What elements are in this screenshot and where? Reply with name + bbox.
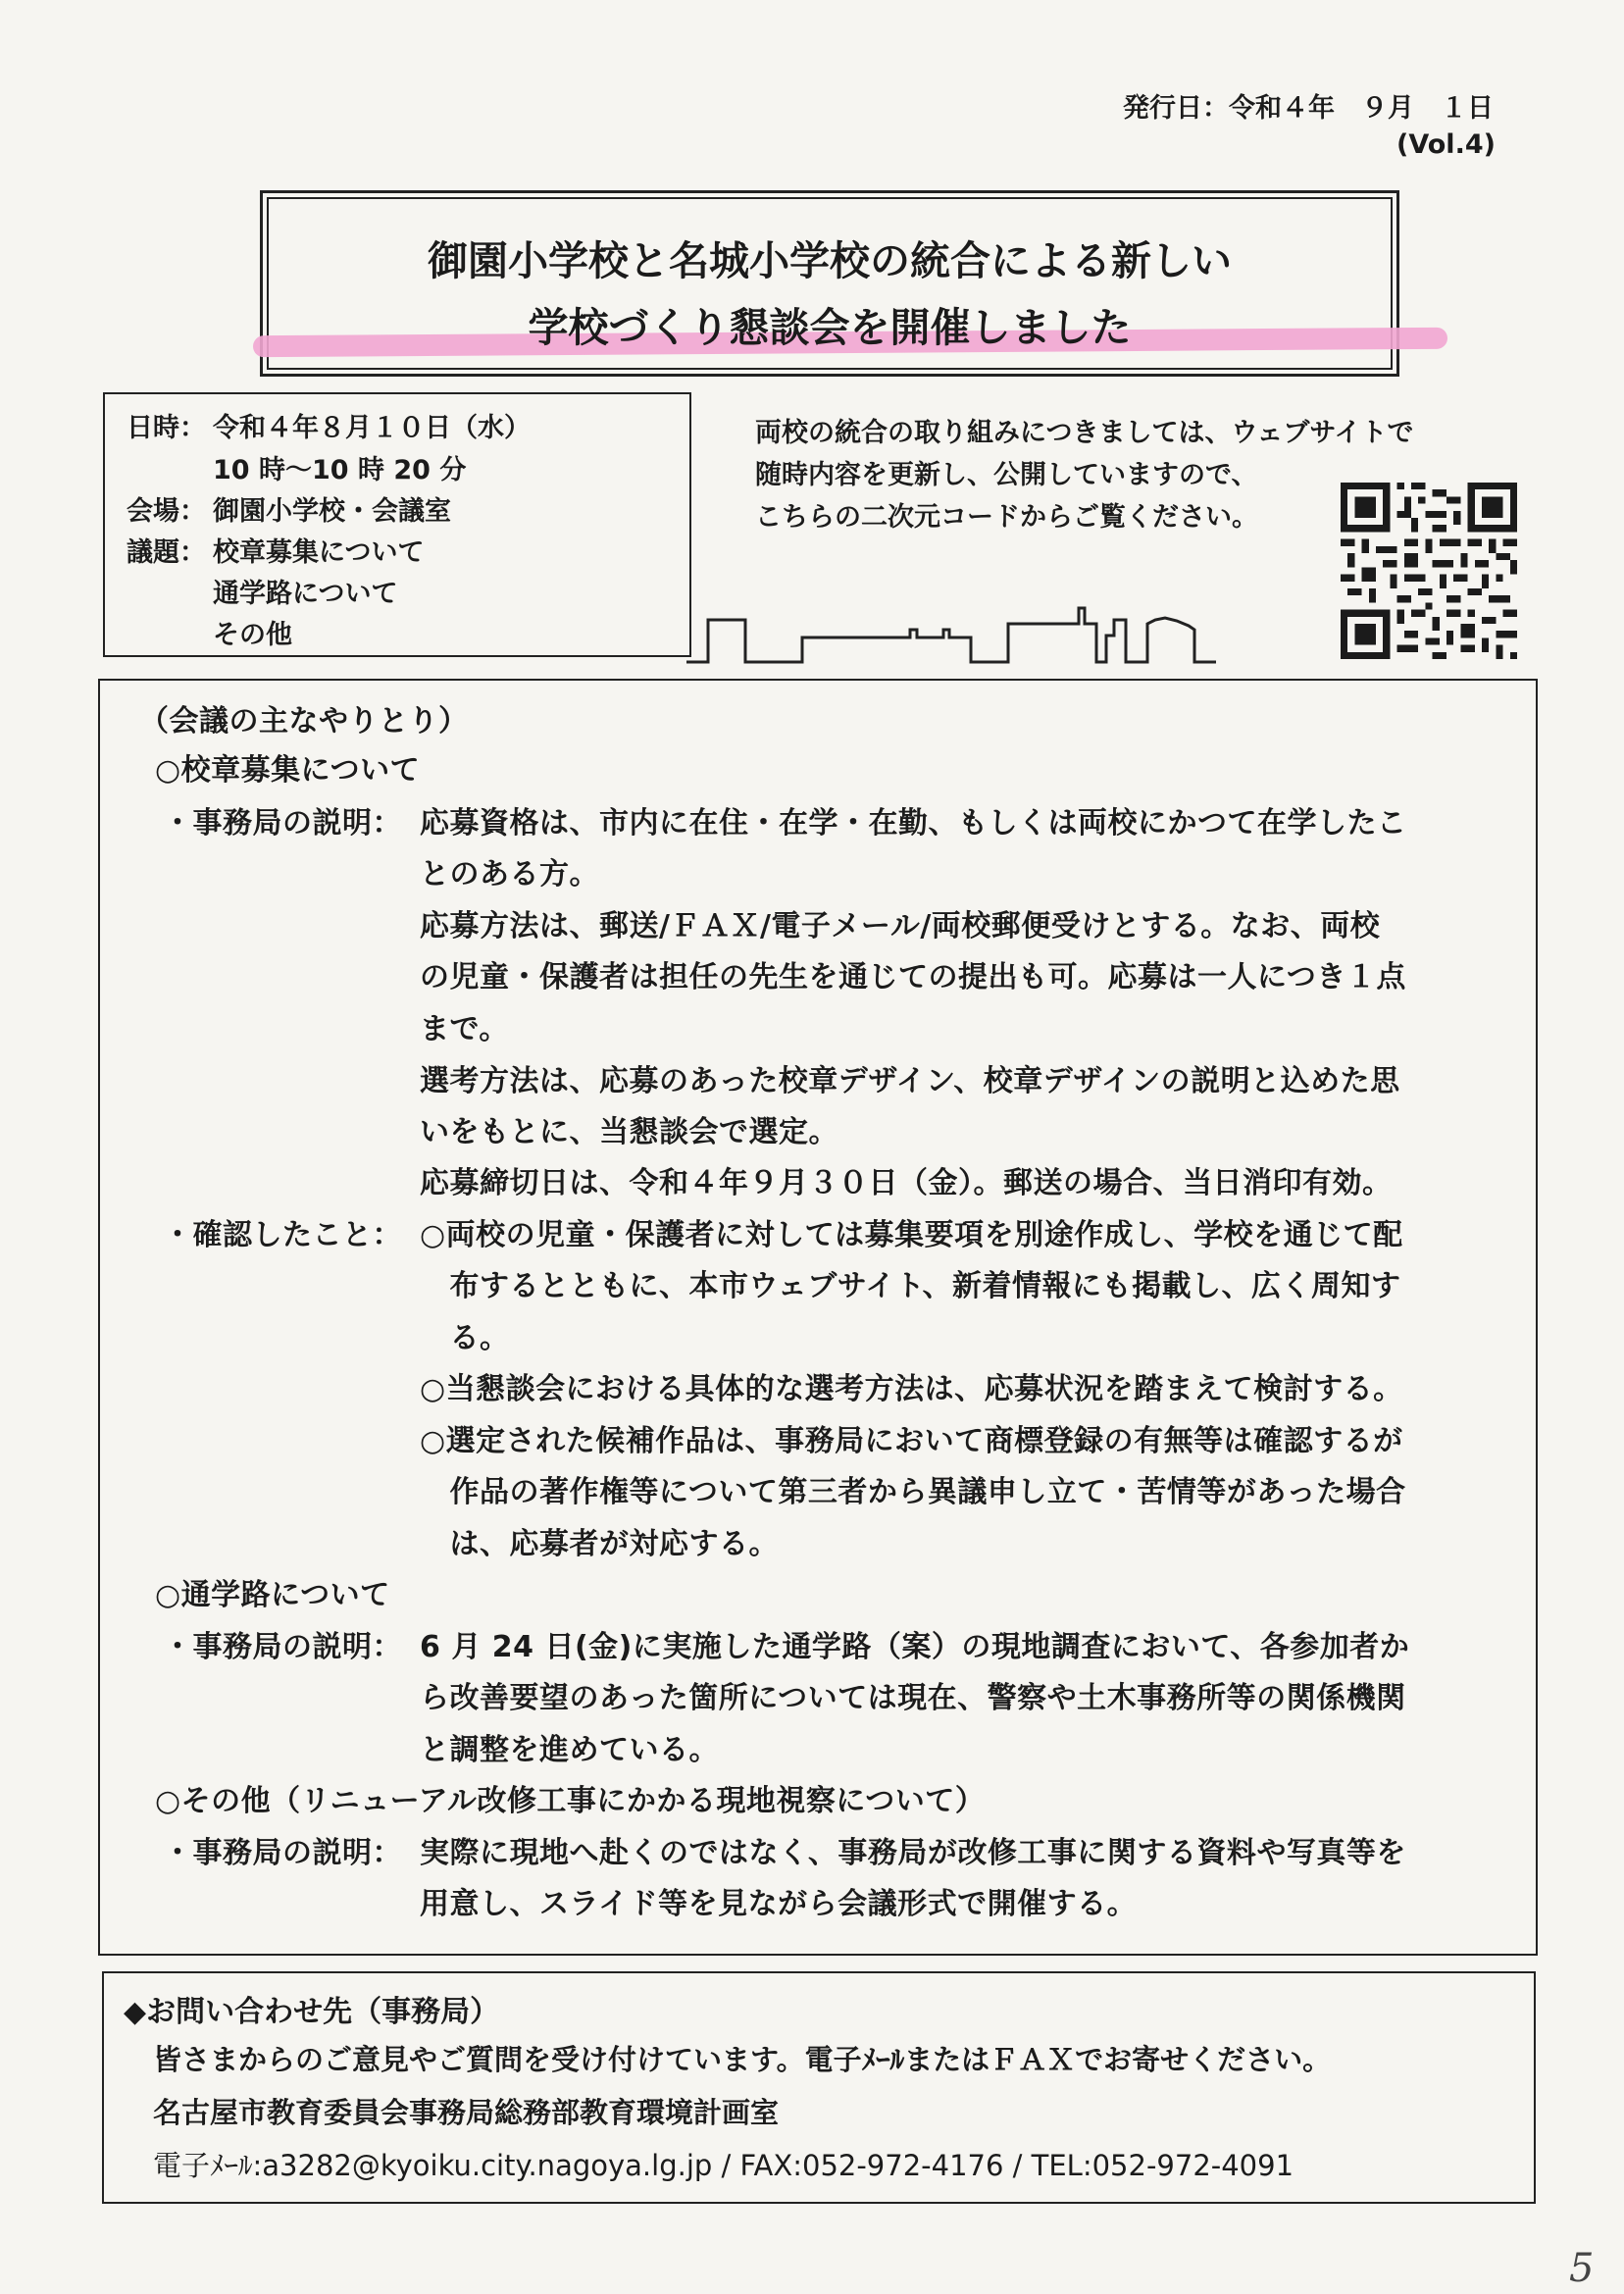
venue-label: 会場： [127, 496, 206, 527]
qr-code-icon[interactable] [1341, 483, 1517, 659]
entry-label: ・確認したこと： [163, 1218, 402, 1252]
issue-date: 発行日：令和４年 ９月 １日 [1123, 93, 1494, 124]
skyline-illustration [686, 588, 1353, 667]
entry-label: ・事務局の説明： [163, 1630, 402, 1664]
agenda-label: 議題： [127, 537, 206, 568]
entry-line: 応募方法は、郵送/ＦＡＸ/電子メール/両校郵便受けとする。なお、両校 [420, 909, 1381, 943]
volume-number: (Vol.4) [1396, 129, 1496, 160]
agenda-item: その他 [213, 620, 292, 650]
date-value: 令和４年８月１０日（水） [213, 413, 531, 443]
section-title-emblem: ○校章募集について [155, 753, 421, 788]
meeting-minutes-box [98, 679, 1538, 1956]
contact-box [102, 1971, 1536, 2204]
entry-line: いをもとに、当懇談会で選定。 [420, 1115, 838, 1149]
contact-details[interactable]: 電子ﾒｰﾙ:a3282@kyoiku.city.nagoya.lg.jp / FAX:052-972-4176 / TEL:052-972-4091 [153, 2149, 1294, 2182]
date-label: 日時： [127, 413, 206, 443]
time-value: 10 時～10 時 20 分 [213, 455, 467, 485]
title-line-1: 御園小学校と名城小学校の統合による新しい [428, 237, 1232, 284]
entry-line: の児童・保護者は担任の先生を通じての提出も可。応募は一人につき１点 [420, 960, 1406, 994]
entry-line: と調整を進めている。 [420, 1733, 719, 1767]
contact-heading: ◆お問い合わせ先（事務局） [124, 1995, 500, 2029]
entry-line: 布するとともに、本市ウェブサイト、新着情報にも掲載し、広く周知す [420, 1269, 1401, 1303]
notice-line: 両校の統合の取り組みにつきましては、ウェブサイトで [755, 418, 1414, 448]
entry-line: ○両校の児童・保護者に対しては募集要項を別途作成し、学校を通じて配 [420, 1218, 1403, 1252]
entry-line: 選考方法は、応募のあった校章デザイン、校章デザインの説明と込めた思 [420, 1064, 1400, 1098]
meeting-info-box [103, 392, 691, 657]
contact-office: 名古屋市教育委員会事務局総務部教育環境計画室 [153, 2096, 780, 2129]
section-title-route: ○通学路について [155, 1578, 390, 1612]
entry-line: ○当懇談会における具体的な選考方法は、応募状況を踏まえて検討する。 [420, 1372, 1403, 1406]
entry-line: 応募資格は、市内に在住・在学・在勤、もしくは両校にかつて在学したこ [420, 806, 1407, 841]
entry-line: 用意し、スライド等を見ながら会議形式で開催する。 [420, 1887, 1138, 1921]
venue-value: 御園小学校・会議室 [213, 496, 451, 527]
entry-label: ・事務局の説明： [163, 1836, 402, 1870]
minutes-heading: （会議の主なやりとり） [139, 704, 469, 739]
entry-line: とのある方。 [420, 857, 599, 892]
entry-line: まで。 [420, 1012, 509, 1046]
entry-line: 作品の著作権等について第三者から異議申し立て・苦情等があった場合 [420, 1475, 1406, 1509]
title-line-2: 学校づくり懇談会を開催しました [528, 304, 1132, 351]
entry-label: ・事務局の説明： [163, 806, 402, 841]
entry-line: ら改善要望のあった箇所については現在、警察や土木事務所等の関係機関 [420, 1681, 1406, 1715]
entry-line: る。 [420, 1321, 510, 1355]
entry-line: は、応募者が対応する。 [420, 1527, 779, 1561]
contact-message: 皆さまからのご意見やご質問を受け付けています。電子ﾒｰﾙまたはＦＡＸでお寄せください。 [153, 2043, 1332, 2076]
section-title-other: ○その他（リニューアル改修工事にかかる現地視察について） [155, 1784, 986, 1818]
entry-line: ○選定された候補作品は、事務局において商標登録の有無等は確認するが [420, 1424, 1403, 1458]
entry-line: 6 月 24 日(金)に実施した通学路（案）の現地調査において、各参加者か [420, 1630, 1410, 1664]
entry-line: 応募締切日は、令和４年９月３０日（金）。郵送の場合、当日消印有効。 [420, 1166, 1393, 1200]
notice-line: こちらの二次元コードからご覧ください。 [755, 502, 1258, 533]
notice-line: 随時内容を更新し、公開していますので、 [755, 460, 1258, 490]
website-notice [755, 412, 1414, 538]
agenda-item: 通学路について [213, 579, 398, 609]
agenda-item: 校章募集について [213, 537, 425, 568]
page-number: 5 [1569, 2246, 1595, 2291]
entry-line: 実際に現地へ赴くのではなく、事務局が改修工事に関する資料や写真等を [420, 1836, 1406, 1870]
title-box [260, 190, 1399, 377]
